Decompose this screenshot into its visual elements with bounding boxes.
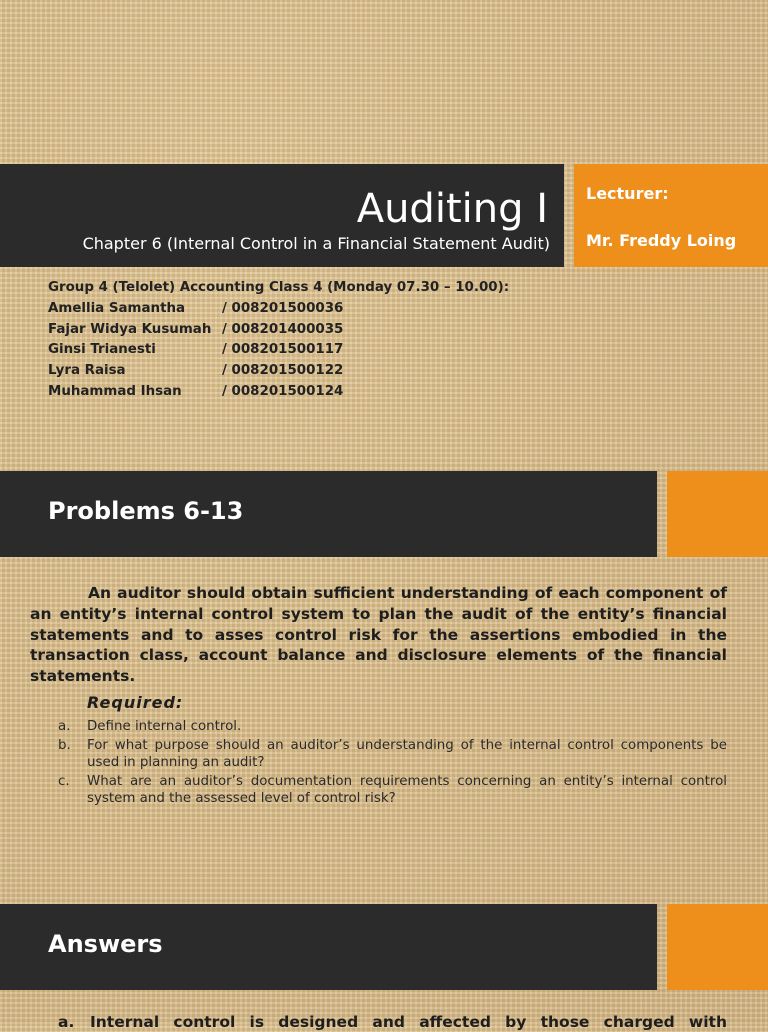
member-row	[48, 382, 509, 403]
group-heading: Group 4 (Telolet) Accounting Class 4 (Monday 07.30 – 10.00):	[48, 280, 510, 295]
item-letter: c.	[58, 774, 70, 789]
list-item	[58, 718, 727, 735]
member-name: Ginsi Trianesti	[48, 342, 156, 358]
member-row	[48, 361, 509, 382]
member-row	[48, 340, 509, 361]
page-subtitle: Chapter 6 (Internal Control in a Financial Statement Audit)	[82, 234, 550, 253]
lecturer-name: Mr. Freddy Loing	[586, 231, 737, 250]
problem-statement: An auditor should obtain sufficient understanding of each component of an entity’s internal control system to plan the audit of the entity’s financial statements and to asses control risk for the assertions embodied in the transaction class, account balance and disclosure elements of the financial statements.	[30, 584, 727, 686]
member-row	[48, 299, 509, 320]
page-title: Auditing I	[356, 186, 548, 232]
problems-header-band	[0, 471, 657, 557]
problems-accent-box	[667, 471, 768, 557]
title-band	[0, 164, 564, 267]
item-text: Internal control is designed and affected by those charged with	[90, 1013, 727, 1031]
item-text: What are an auditor’s documentation requirements concerning an entity’s internal control system and the assessed level of control risk?	[87, 774, 727, 806]
item-text: Define internal control.	[87, 719, 242, 734]
member-name: Amellia Samantha	[48, 300, 186, 316]
member-id: / 008201500124	[222, 383, 344, 399]
item-letter: a.	[58, 719, 71, 734]
lecturer-box	[574, 164, 768, 267]
member-id: / 008201500122	[222, 363, 344, 379]
item-letter: b.	[58, 738, 71, 753]
group-info	[48, 278, 509, 403]
list-item	[58, 773, 727, 807]
member-id: / 008201500117	[222, 342, 344, 358]
member-name: Fajar Widya Kusumah	[48, 321, 212, 337]
member-id: / 008201400035	[222, 321, 344, 337]
member-id: / 008201500036	[222, 300, 344, 316]
list-item	[58, 737, 727, 771]
answers-heading: Answers	[48, 930, 163, 958]
answers-header-band	[0, 904, 657, 990]
item-letter: a.	[58, 1013, 75, 1031]
item-text: For what purpose should an auditor’s understanding of the internal control components be used in planning an audit?	[87, 738, 727, 770]
answer-item	[58, 1012, 727, 1032]
member-name: Muhammad Ihsan	[48, 383, 182, 399]
member-name: Lyra Raisa	[48, 363, 126, 379]
member-row	[48, 320, 509, 341]
lecturer-label: Lecturer:	[586, 184, 669, 203]
answers-accent-box	[667, 904, 768, 990]
required-label: Required:	[87, 693, 184, 712]
problems-heading: Problems 6-13	[48, 497, 244, 525]
required-list	[58, 718, 727, 809]
